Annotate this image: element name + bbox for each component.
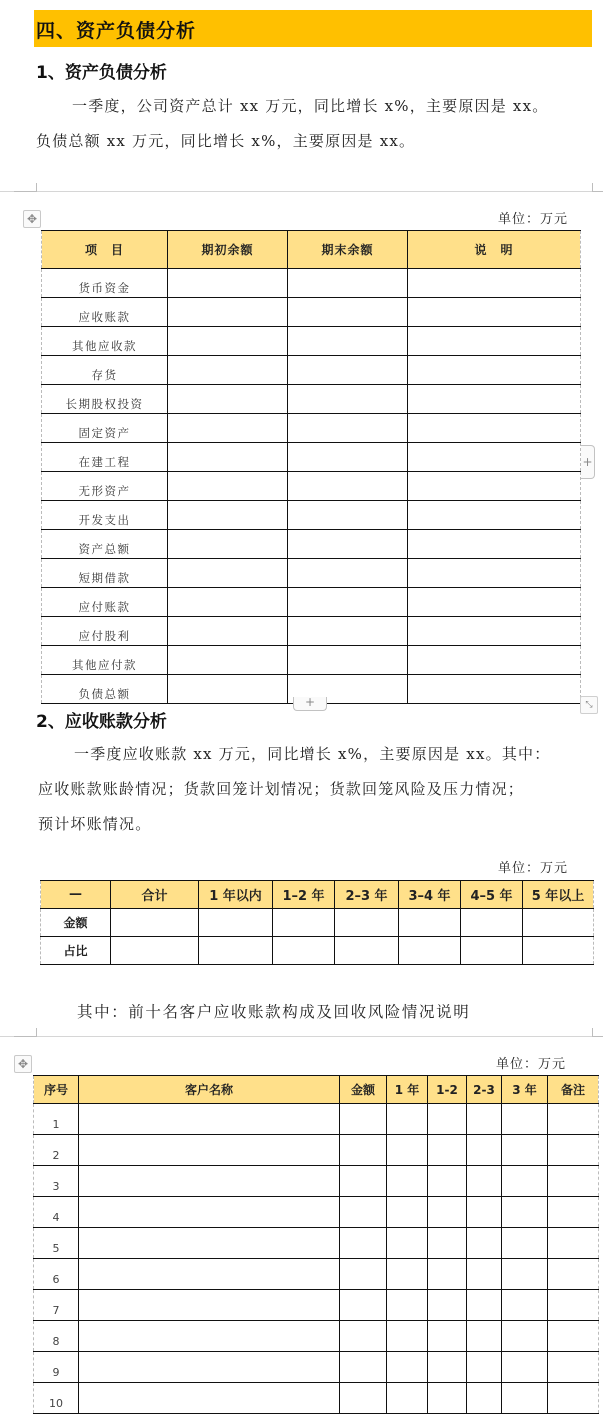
cell[interactable]	[502, 1197, 548, 1228]
table-row	[41, 937, 594, 965]
table3-unit-label: 单位：万元	[496, 1057, 567, 1072]
row-index: 8	[34, 1321, 79, 1352]
table-row	[34, 1321, 599, 1352]
cell[interactable]	[79, 1228, 340, 1259]
cell-closing[interactable]	[288, 356, 408, 385]
cell[interactable]	[467, 1228, 502, 1259]
header-within-1y: 1 年以内	[199, 881, 273, 909]
cell[interactable]	[548, 1290, 599, 1321]
cell[interactable]	[199, 909, 273, 937]
part1-heading: 1、资产负债分析	[36, 63, 167, 83]
page-margin-corner-left	[14, 1028, 37, 1037]
cell[interactable]	[340, 1259, 387, 1290]
table-row	[42, 269, 581, 298]
header-client-name: 客户名称	[79, 1076, 340, 1104]
cell-closing[interactable]	[288, 269, 408, 298]
cell[interactable]	[340, 1166, 387, 1197]
table-header-row	[41, 881, 594, 909]
part1-paragraph-line-2: 负债总额 xx 万元，同比增长 x%，主要原因是 xx。	[36, 132, 416, 150]
cell-notes[interactable]	[408, 617, 581, 646]
header-index: 序号	[34, 1076, 79, 1104]
cell[interactable]	[79, 1197, 340, 1228]
table-row	[34, 1383, 599, 1414]
cell-notes[interactable]	[408, 356, 581, 385]
table-row	[42, 443, 581, 472]
cell[interactable]	[548, 1228, 599, 1259]
table-row	[42, 385, 581, 414]
row-label: 货币资金	[42, 269, 168, 298]
cell-notes[interactable]	[408, 559, 581, 588]
table-row	[42, 414, 581, 443]
cell[interactable]	[502, 1104, 548, 1135]
cell[interactable]	[548, 1259, 599, 1290]
cell-opening[interactable]	[168, 472, 288, 501]
table-row	[41, 909, 594, 937]
cell[interactable]	[79, 1321, 340, 1352]
cell[interactable]	[340, 1228, 387, 1259]
page-break	[0, 191, 603, 192]
table-row	[42, 298, 581, 327]
cell[interactable]	[428, 1259, 467, 1290]
page-margin-corner-right	[592, 1028, 603, 1037]
cell-notes[interactable]	[408, 269, 581, 298]
row-label: 短期借款	[42, 559, 168, 588]
table-row	[42, 617, 581, 646]
header-1-2: 1-2	[428, 1076, 467, 1104]
table-row	[34, 1259, 599, 1290]
table-row	[34, 1290, 599, 1321]
table-row	[34, 1166, 599, 1197]
cell-opening[interactable]	[168, 646, 288, 675]
table2-unit-label: 单位：万元	[498, 861, 569, 876]
add-column-button[interactable]: +	[581, 445, 595, 479]
cell[interactable]	[428, 1228, 467, 1259]
header-3y: 3 年	[502, 1076, 548, 1104]
cell-opening[interactable]	[168, 675, 288, 704]
cell[interactable]	[428, 1290, 467, 1321]
cell[interactable]	[79, 1290, 340, 1321]
cell[interactable]	[461, 937, 523, 965]
cell-closing[interactable]	[288, 501, 408, 530]
cell[interactable]	[111, 909, 199, 937]
row-index: 1	[34, 1104, 79, 1135]
cell[interactable]	[387, 1197, 428, 1228]
cell[interactable]	[467, 1197, 502, 1228]
section-title: 四、资产负债分析	[36, 20, 197, 42]
cell[interactable]	[387, 1104, 428, 1135]
cell[interactable]	[387, 1166, 428, 1197]
row-index: 2	[34, 1135, 79, 1166]
row-label: 在建工程	[42, 443, 168, 472]
row-label: 应付账款	[42, 588, 168, 617]
cell[interactable]	[548, 1166, 599, 1197]
row-label: 应收账款	[42, 298, 168, 327]
header-item: 项 目	[42, 231, 168, 269]
cell[interactable]	[467, 1259, 502, 1290]
part1-paragraph-line-1: 一季度，公司资产总计 xx 万元，同比增长 x%，主要原因是 xx。	[72, 97, 549, 115]
row-index: 7	[34, 1290, 79, 1321]
cell[interactable]	[428, 1135, 467, 1166]
cell[interactable]	[399, 909, 461, 937]
cell[interactable]	[387, 1259, 428, 1290]
cell[interactable]	[467, 1383, 502, 1414]
cell-opening[interactable]	[168, 269, 288, 298]
cell[interactable]	[428, 1104, 467, 1135]
cell[interactable]	[502, 1166, 548, 1197]
cell-notes[interactable]	[408, 385, 581, 414]
header-4-5y: 4–5 年	[461, 881, 523, 909]
cell[interactable]	[340, 1135, 387, 1166]
cell[interactable]	[502, 1290, 548, 1321]
header-closing-balance: 期末余额	[288, 231, 408, 269]
cell-closing[interactable]	[288, 530, 408, 559]
table-move-handle-icon[interactable]: ✥	[14, 1055, 32, 1073]
header-amount: 金额	[340, 1076, 387, 1104]
cell-opening[interactable]	[168, 414, 288, 443]
cell-notes[interactable]	[408, 530, 581, 559]
table-row	[42, 559, 581, 588]
cell-opening[interactable]	[168, 559, 288, 588]
cell[interactable]	[340, 1321, 387, 1352]
cell-notes[interactable]	[408, 414, 581, 443]
table-row	[42, 588, 581, 617]
cell[interactable]	[548, 1383, 599, 1414]
cell-notes[interactable]	[408, 675, 581, 704]
row-index: 4	[34, 1197, 79, 1228]
cell[interactable]	[467, 1104, 502, 1135]
header-3-4y: 3–4 年	[399, 881, 461, 909]
row-label-amount: 金额	[41, 909, 111, 937]
cell[interactable]	[502, 1259, 548, 1290]
header-dash: —	[41, 881, 111, 909]
cell[interactable]	[273, 937, 335, 965]
cell-closing[interactable]	[288, 414, 408, 443]
cell[interactable]	[467, 1290, 502, 1321]
cell[interactable]	[502, 1383, 548, 1414]
cell[interactable]	[523, 909, 594, 937]
cell[interactable]	[502, 1135, 548, 1166]
cell-opening[interactable]	[168, 530, 288, 559]
header-1y: 1 年	[387, 1076, 428, 1104]
cell[interactable]	[340, 1290, 387, 1321]
cell[interactable]	[548, 1197, 599, 1228]
part2-paragraph-line-3: 预计坏账情况。	[38, 815, 152, 833]
cell[interactable]	[340, 1383, 387, 1414]
cell-closing[interactable]	[288, 559, 408, 588]
row-label: 固定资产	[42, 414, 168, 443]
cell[interactable]	[79, 1104, 340, 1135]
cell-opening[interactable]	[168, 327, 288, 356]
table-move-handle-icon[interactable]: ✥	[23, 210, 41, 228]
table-row	[42, 530, 581, 559]
header-2-3y: 2–3 年	[335, 881, 399, 909]
cell-closing[interactable]	[288, 443, 408, 472]
header-remarks: 备注	[548, 1076, 599, 1104]
cell-closing[interactable]	[288, 298, 408, 327]
cell[interactable]	[548, 1321, 599, 1352]
cell-closing[interactable]	[288, 588, 408, 617]
cell-notes[interactable]	[408, 298, 581, 327]
cell[interactable]	[523, 937, 594, 965]
table-row	[42, 646, 581, 675]
row-label: 其他应付款	[42, 646, 168, 675]
row-label-ratio: 占比	[41, 937, 111, 965]
cell[interactable]	[387, 1290, 428, 1321]
table-row	[42, 356, 581, 385]
row-label: 其他应收款	[42, 327, 168, 356]
cell[interactable]	[111, 937, 199, 965]
top-clients-subtitle: 其中：前十名客户应收账款构成及回收风险情况说明	[77, 1003, 471, 1021]
row-index: 9	[34, 1352, 79, 1383]
cell[interactable]	[79, 1166, 340, 1197]
cell[interactable]	[273, 909, 335, 937]
cell[interactable]	[548, 1104, 599, 1135]
cell-notes[interactable]	[408, 646, 581, 675]
cell[interactable]	[428, 1197, 467, 1228]
cell[interactable]	[502, 1228, 548, 1259]
header-notes: 说 明	[408, 231, 581, 269]
row-label: 开发支出	[42, 501, 168, 530]
cell-opening[interactable]	[168, 385, 288, 414]
cell-opening[interactable]	[168, 501, 288, 530]
row-index: 6	[34, 1259, 79, 1290]
cell-opening[interactable]	[168, 356, 288, 385]
row-index: 10	[34, 1383, 79, 1414]
table-row	[34, 1135, 599, 1166]
cell[interactable]	[335, 937, 399, 965]
top-clients-table	[33, 1075, 599, 1414]
cell[interactable]	[461, 909, 523, 937]
cell[interactable]	[79, 1383, 340, 1414]
header-over-5y: 5 年以上	[523, 881, 594, 909]
cell[interactable]	[467, 1321, 502, 1352]
table-row	[34, 1104, 599, 1135]
cell[interactable]	[399, 937, 461, 965]
cell[interactable]	[387, 1228, 428, 1259]
part2-paragraph-line-1: 一季度应收账款 xx 万元，同比增长 x%，主要原因是 xx。其中：	[74, 745, 551, 763]
balance-sheet-table	[41, 230, 581, 704]
cell[interactable]	[548, 1135, 599, 1166]
cell[interactable]	[79, 1259, 340, 1290]
cell-closing[interactable]	[288, 327, 408, 356]
cell-closing[interactable]	[288, 617, 408, 646]
cell-opening[interactable]	[168, 588, 288, 617]
add-row-button[interactable]: +	[293, 697, 327, 711]
cell-notes[interactable]	[408, 472, 581, 501]
header-1-2y: 1–2 年	[273, 881, 335, 909]
cell[interactable]	[467, 1135, 502, 1166]
cell[interactable]	[502, 1321, 548, 1352]
row-label: 负债总额	[42, 675, 168, 704]
cell-closing[interactable]	[288, 472, 408, 501]
cell[interactable]	[387, 1135, 428, 1166]
table-row	[42, 501, 581, 530]
part2-heading: 2、应收账款分析	[36, 712, 167, 732]
row-label: 无形资产	[42, 472, 168, 501]
row-label: 长期股权投资	[42, 385, 168, 414]
cell-closing[interactable]	[288, 646, 408, 675]
cell[interactable]	[428, 1383, 467, 1414]
cell[interactable]	[387, 1383, 428, 1414]
cell[interactable]	[335, 909, 399, 937]
cell[interactable]	[387, 1321, 428, 1352]
cell-opening[interactable]	[168, 443, 288, 472]
table-row	[42, 327, 581, 356]
page-margin-corner-right	[592, 183, 603, 192]
cell[interactable]	[340, 1197, 387, 1228]
cell[interactable]	[199, 937, 273, 965]
table-row	[34, 1228, 599, 1259]
cell-notes[interactable]	[408, 588, 581, 617]
cell[interactable]	[79, 1135, 340, 1166]
cell[interactable]	[340, 1104, 387, 1135]
header-opening-balance: 期初余额	[168, 231, 288, 269]
section-header-bar	[34, 10, 592, 47]
cell-notes[interactable]	[408, 327, 581, 356]
cell[interactable]	[428, 1166, 467, 1197]
header-2-3: 2-3	[467, 1076, 502, 1104]
table-header-row	[42, 231, 581, 269]
row-label: 存货	[42, 356, 168, 385]
table-header-row	[34, 1076, 599, 1104]
cell-notes[interactable]	[408, 501, 581, 530]
cell-opening[interactable]	[168, 298, 288, 327]
cell-notes[interactable]	[408, 443, 581, 472]
cell-closing[interactable]	[288, 385, 408, 414]
row-label: 资产总额	[42, 530, 168, 559]
receivables-aging-table	[40, 880, 594, 965]
table1-unit-label: 单位：万元	[498, 212, 569, 227]
part2-paragraph-line-2: 应收账款账龄情况；货款回笼计划情况；货款回笼风险及压力情况；	[38, 780, 525, 798]
cell[interactable]	[467, 1166, 502, 1197]
page-break	[0, 1036, 603, 1037]
row-index: 5	[34, 1228, 79, 1259]
row-label: 应付股利	[42, 617, 168, 646]
table-resize-handle-icon[interactable]: ⤡	[580, 696, 598, 714]
cell[interactable]	[428, 1321, 467, 1352]
cell-opening[interactable]	[168, 617, 288, 646]
header-total: 合计	[111, 881, 199, 909]
page-margin-corner-left	[14, 183, 37, 192]
table-row	[34, 1197, 599, 1228]
row-index: 3	[34, 1166, 79, 1197]
table-row	[42, 472, 581, 501]
